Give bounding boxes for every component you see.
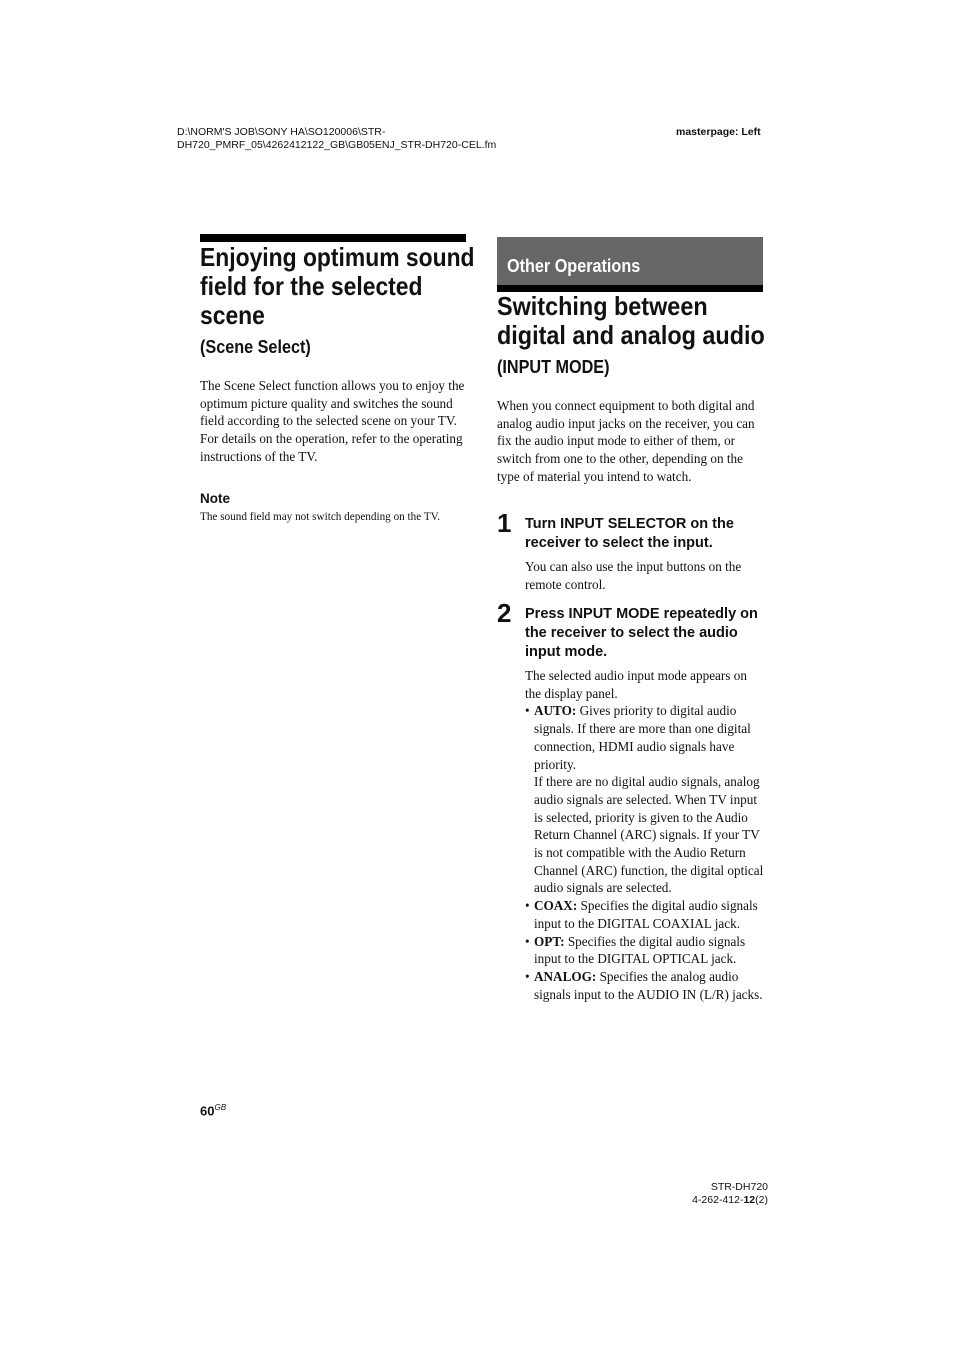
- left-title-line2: field for the selected: [200, 271, 423, 301]
- step-1-number: 1: [497, 508, 512, 538]
- document-code-prefix: 4-262-412-: [692, 1193, 744, 1206]
- file-path: [177, 126, 577, 152]
- page-number-suffix: GB: [214, 1103, 227, 1112]
- option-opt: [525, 933, 765, 968]
- document-code-suffix: (2): [755, 1193, 768, 1206]
- masterpage-label: masterpage: Left: [676, 126, 761, 138]
- step-1-heading: Turn INPUT SELECTOR on the receiver to select the input.: [525, 516, 734, 551]
- step-2-heading: Press INPUT MODE repeatedly on the receiver to select the audio input mode.: [525, 606, 758, 660]
- model-info: [640, 1181, 768, 1206]
- left-section-subtitle: (Scene Select): [200, 337, 311, 357]
- bullet: •: [525, 898, 530, 914]
- left-heading-rule: [200, 234, 466, 242]
- option-label: COAX:: [534, 898, 578, 914]
- left-title-line3: scene: [200, 300, 265, 330]
- option-text: Specifies the digital audio signals input to the DIGITAL OPTICAL jack.: [534, 933, 746, 967]
- right-title-line2: digital and analog audio: [497, 320, 765, 350]
- model-name: STR-DH720: [710, 1181, 768, 1193]
- option-auto: [525, 702, 765, 897]
- option-label: AUTO:: [534, 703, 577, 719]
- option-analog: [525, 968, 765, 1003]
- option-label: ANALOG:: [534, 968, 597, 984]
- left-body-paragraph-2: For details on the operation, refer to the operating instructions of the TV.: [200, 431, 463, 464]
- option-text: Gives priority to digital audio signals. If there are more than one digital connection, HDMI audio signals have priority.: [534, 703, 751, 772]
- left-body-paragraph-1: The Scene Select function allows you to enjoy the optimum picture quality and switches the sound field according to the selected scene on your TV.: [200, 378, 465, 429]
- right-section-title: [497, 292, 765, 350]
- document-code: [640, 1194, 768, 1207]
- step-2-body: [525, 667, 765, 1003]
- input-mode-options: [525, 702, 765, 1003]
- note-text: The sound field may not switch depending on the TV.: [200, 511, 441, 523]
- step-2-number: 2: [497, 598, 512, 628]
- right-section-subtitle: (INPUT MODE): [497, 357, 610, 377]
- option-label: OPT:: [534, 933, 565, 949]
- option-extra-text: If there are no digital audio signals, analog audio signals are selected. When TV input is selected, priority is given to the Audio Return Channel (ARC) signals. If your TV is not compatible with the Audio Return Channel (ARC) function, the digital optical audio signals are selected.: [534, 774, 764, 896]
- left-title-line1: Enjoying optimum sound: [200, 242, 475, 272]
- option-text: Specifies the analog audio signals input to the AUDIO IN (L/R) jacks.: [534, 968, 763, 1002]
- intro-paragraph: When you connect equipment to both digital and analog audio input jacks on the receiver, you can fix the audio input mode to either of them, or switch from one to the other, depending on the type of material you intend to watch.: [497, 398, 755, 484]
- option-text: Specifies the digital audio signals input to the DIGITAL COAXIAL jack.: [534, 898, 758, 931]
- document-code-bold: 12: [743, 1193, 756, 1206]
- page-number: [200, 1103, 226, 1118]
- bullet: •: [525, 703, 530, 719]
- left-section-title: [200, 242, 475, 330]
- bullet: •: [525, 968, 530, 984]
- option-coax: [525, 897, 765, 932]
- section-banner-label: Other Operations: [507, 256, 641, 276]
- file-path-line1: D:\NORM'S JOB\SONY HA\SO120006\STR-: [177, 126, 386, 138]
- bullet: •: [525, 933, 530, 949]
- step-2-text: The selected audio input mode appears on the display panel.: [525, 668, 747, 701]
- right-title-line1: Switching between: [497, 291, 708, 321]
- step-1-text: You can also use the input buttons on the remote control.: [525, 559, 742, 592]
- file-path-line2: DH720_PMRF_05\4262412122_GB\GB05ENJ_STR-DH720-CEL.fm: [177, 139, 497, 151]
- page-number-value: 60: [200, 1103, 215, 1119]
- note-heading: Note: [200, 491, 230, 506]
- section-banner: [497, 237, 763, 285]
- left-body-text: [200, 377, 468, 466]
